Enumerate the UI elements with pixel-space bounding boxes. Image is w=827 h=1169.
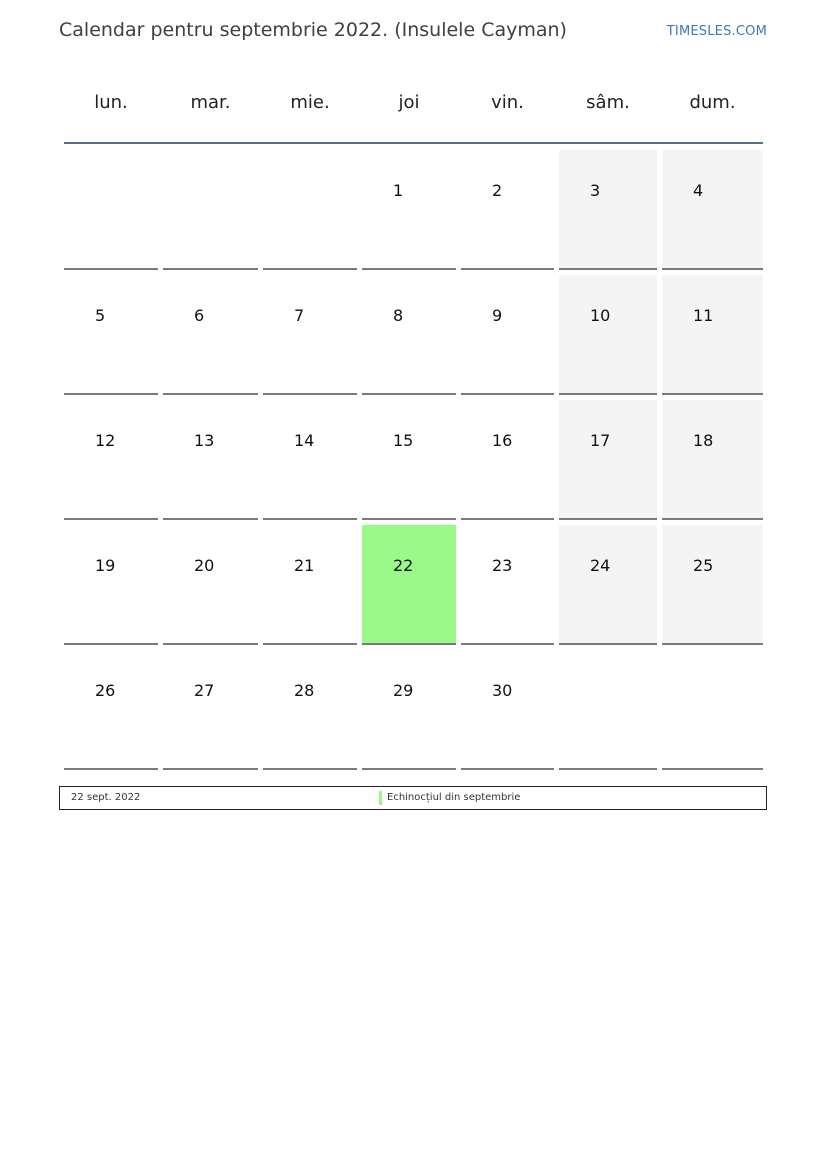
- header-divider: [64, 142, 763, 144]
- day-cell[interactable]: [163, 650, 258, 770]
- weekday-label: mie.: [290, 92, 330, 113]
- cell-divider: [163, 268, 258, 270]
- cell-divider: [64, 518, 158, 520]
- cell-divider: [662, 518, 763, 520]
- day-number: 23: [492, 556, 513, 575]
- cell-divider: [461, 643, 554, 645]
- day-number: 4: [693, 181, 704, 200]
- cell-divider: [163, 768, 258, 770]
- day-cell[interactable]: [362, 650, 456, 770]
- day-number: 9: [492, 306, 503, 325]
- cell-divider: [163, 393, 258, 395]
- day-number: 29: [393, 681, 414, 700]
- day-number: 17: [590, 431, 611, 450]
- cell-divider: [559, 518, 657, 520]
- cell-divider: [461, 393, 554, 395]
- day-cell[interactable]: [461, 650, 554, 770]
- day-cell[interactable]: [461, 525, 554, 645]
- day-cell[interactable]: [559, 275, 657, 395]
- day-cell[interactable]: [662, 400, 763, 520]
- day-number: 12: [95, 431, 116, 450]
- day-number: 5: [95, 306, 106, 325]
- cell-divider: [461, 268, 554, 270]
- cell-divider: [64, 768, 158, 770]
- day-cell[interactable]: [662, 525, 763, 645]
- cell-divider: [662, 393, 763, 395]
- day-number: 26: [95, 681, 116, 700]
- day-cell[interactable]: [559, 150, 657, 270]
- day-cell[interactable]: [662, 150, 763, 270]
- day-number: 21: [294, 556, 315, 575]
- empty-day-cell: [64, 150, 158, 270]
- cell-divider: [263, 268, 357, 270]
- day-cell[interactable]: [263, 525, 357, 645]
- day-number: 11: [693, 306, 714, 325]
- day-cell[interactable]: [64, 275, 158, 395]
- weekday-label: joi: [398, 92, 420, 113]
- day-number: 20: [194, 556, 215, 575]
- day-cell[interactable]: [163, 275, 258, 395]
- cell-divider: [662, 643, 763, 645]
- empty-day-cell: [559, 650, 657, 770]
- day-number: 16: [492, 431, 513, 450]
- cell-divider: [362, 268, 456, 270]
- day-number: 19: [95, 556, 116, 575]
- cell-divider: [461, 518, 554, 520]
- day-cell[interactable]: [362, 275, 456, 395]
- cell-divider: [461, 768, 554, 770]
- cell-divider: [559, 268, 657, 270]
- empty-day-cell: [662, 650, 763, 770]
- cell-divider: [64, 268, 158, 270]
- day-number: 8: [393, 306, 404, 325]
- day-cell[interactable]: [64, 650, 158, 770]
- cell-divider: [263, 518, 357, 520]
- day-number: 7: [294, 306, 305, 325]
- day-cell[interactable]: [163, 525, 258, 645]
- cell-divider: [362, 518, 456, 520]
- day-number: 30: [492, 681, 513, 700]
- cell-divider: [263, 768, 357, 770]
- day-number: 1: [393, 181, 404, 200]
- cell-divider: [163, 643, 258, 645]
- cell-divider: [263, 393, 357, 395]
- day-number: 15: [393, 431, 414, 450]
- day-number: 6: [194, 306, 205, 325]
- day-number: 13: [194, 431, 215, 450]
- day-cell[interactable]: [263, 650, 357, 770]
- weekday-label: dum.: [689, 92, 736, 113]
- day-number: 18: [693, 431, 714, 450]
- holiday-legend: [59, 786, 767, 810]
- day-cell[interactable]: [64, 525, 158, 645]
- cell-divider: [64, 393, 158, 395]
- cell-divider: [263, 643, 357, 645]
- cell-divider: [559, 768, 657, 770]
- day-cell[interactable]: [662, 275, 763, 395]
- cell-divider: [163, 518, 258, 520]
- cell-divider: [362, 768, 456, 770]
- legend-date: 22 sept. 2022: [71, 792, 141, 803]
- brand-link[interactable]: TIMESLES.COM: [666, 24, 767, 39]
- day-number: 28: [294, 681, 315, 700]
- day-number: 22: [393, 556, 414, 575]
- day-cell[interactable]: [461, 400, 554, 520]
- empty-day-cell: [263, 150, 357, 270]
- day-number: 14: [294, 431, 315, 450]
- day-cell[interactable]: [362, 400, 456, 520]
- day-number: 2: [492, 181, 503, 200]
- day-number: 27: [194, 681, 215, 700]
- day-number: 10: [590, 306, 611, 325]
- weekday-label: lun.: [94, 92, 128, 113]
- weekday-label: vin.: [491, 92, 524, 113]
- page-title: Calendar pentru septembrie 2022. (Insulele Cayman): [59, 19, 567, 41]
- legend-holiday-name: Echinocțiul din septembrie: [387, 792, 521, 803]
- day-cell[interactable]: [559, 400, 657, 520]
- day-cell[interactable]: [559, 525, 657, 645]
- day-cell[interactable]: [64, 400, 158, 520]
- cell-divider: [559, 393, 657, 395]
- day-cell[interactable]: [163, 400, 258, 520]
- day-cell[interactable]: [263, 400, 357, 520]
- day-cell[interactable]: [362, 150, 456, 270]
- day-number: 3: [590, 181, 601, 200]
- cell-divider: [559, 643, 657, 645]
- day-cell[interactable]: [461, 275, 554, 395]
- day-cell[interactable]: [362, 525, 456, 645]
- day-number: 25: [693, 556, 714, 575]
- cell-divider: [662, 768, 763, 770]
- weekday-label: sâm.: [586, 92, 630, 113]
- day-cell[interactable]: [461, 150, 554, 270]
- cell-divider: [64, 643, 158, 645]
- day-number: 24: [590, 556, 611, 575]
- legend-color-marker: [379, 791, 382, 805]
- day-cell[interactable]: [263, 275, 357, 395]
- cell-divider: [362, 393, 456, 395]
- cell-divider: [662, 268, 763, 270]
- empty-day-cell: [163, 150, 258, 270]
- cell-divider: [362, 643, 456, 645]
- weekday-label: mar.: [190, 92, 231, 113]
